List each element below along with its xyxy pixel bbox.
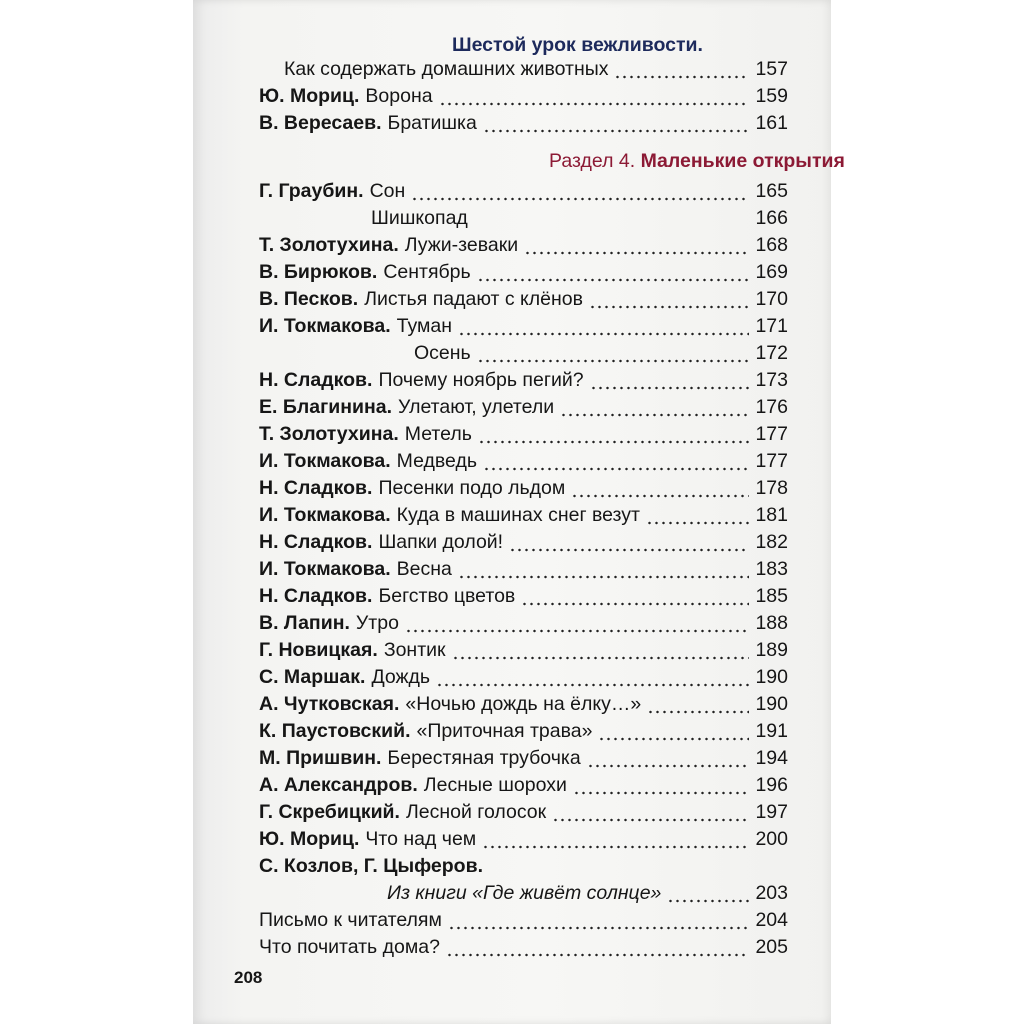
toc-title: Листья падают с клёнов <box>364 288 583 310</box>
toc-entry <box>259 882 788 909</box>
toc-title: Братишка <box>387 112 477 134</box>
lesson-heading: Шестой урок вежливости. <box>452 34 703 56</box>
toc-entry <box>259 720 788 747</box>
toc-leader <box>647 710 749 714</box>
toc-title: Весна <box>396 558 452 580</box>
toc-entry <box>259 477 788 504</box>
toc-leader <box>552 818 749 822</box>
toc-leader <box>452 656 750 660</box>
toc-entry <box>259 369 788 396</box>
toc-leader <box>571 494 749 498</box>
toc-entry <box>259 855 788 882</box>
toc-entry <box>259 504 788 531</box>
toc-title: Зонтик <box>383 639 446 661</box>
toc-title: Лужи-зеваки <box>404 234 519 256</box>
toc-title: Шапки долой! <box>378 531 504 553</box>
toc-leader <box>524 251 749 255</box>
toc-author: В. Вересаев. <box>259 112 382 134</box>
toc-author: Г. Новицкая. <box>259 639 378 661</box>
toc-author: Ю. Мориц. <box>259 828 360 850</box>
toc-title: Сентябрь <box>383 261 471 283</box>
toc-author: Т. Золотухина. <box>259 423 399 445</box>
toc-page: 172 <box>755 342 788 364</box>
toc-author: В. Лапин. <box>259 612 350 634</box>
section-heading <box>549 150 845 173</box>
toc-author: И. Токмакова. <box>259 450 391 472</box>
toc-page: 171 <box>755 315 788 337</box>
toc-entry <box>259 396 788 423</box>
toc-leader <box>589 305 749 309</box>
toc-page: 185 <box>755 585 788 607</box>
toc-page: 176 <box>755 396 788 418</box>
toc-page: 197 <box>755 801 788 823</box>
toc-leader <box>482 845 749 849</box>
toc-title: Берестяная трубочка <box>387 747 581 769</box>
toc-leader <box>405 629 750 633</box>
toc-title: Осень <box>414 342 471 364</box>
toc-title: Ворона <box>365 85 433 107</box>
toc-leader <box>573 791 750 795</box>
toc-leader <box>436 683 749 687</box>
toc-entry <box>259 315 788 342</box>
toc-page: 204 <box>755 909 788 931</box>
toc-page: 205 <box>755 936 788 958</box>
toc-author: А. Александров. <box>259 774 418 796</box>
toc-title: Бегство цветов <box>378 585 516 607</box>
toc-title: Метель <box>404 423 472 445</box>
toc-author: С. Козлов, Г. Цыферов. <box>259 855 484 877</box>
toc-title: Дождь <box>371 666 431 688</box>
toc-title: Почему ноябрь пегий? <box>378 369 584 391</box>
toc-leader <box>458 332 749 336</box>
toc-entry <box>259 774 788 801</box>
toc-leader <box>477 278 750 282</box>
toc-author: И. Токмакова. <box>259 504 391 526</box>
toc-entry <box>259 85 788 112</box>
toc-leader <box>590 386 750 390</box>
toc-leader <box>667 899 749 903</box>
toc-entry <box>259 666 788 693</box>
toc-page: 157 <box>755 58 788 80</box>
toc-page: 182 <box>755 531 788 553</box>
toc-leader <box>478 440 750 444</box>
toc-author: Г. Граубин. <box>259 180 364 202</box>
toc-entry <box>259 261 788 288</box>
toc-leader <box>560 413 749 417</box>
toc-leader <box>439 102 750 106</box>
toc-title: Улетают, улетели <box>398 396 555 418</box>
toc-leader <box>448 926 750 930</box>
toc-title: Туман <box>396 315 452 337</box>
toc-entry <box>259 693 788 720</box>
toc-title: Как содержать домашних животных <box>284 58 609 80</box>
toc-author: В. Бирюков. <box>259 261 378 283</box>
toc-page: 159 <box>755 85 788 107</box>
toc-author: Н. Сладков. <box>259 531 373 553</box>
toc-author: К. Паустовский. <box>259 720 411 742</box>
toc-entry <box>259 112 788 139</box>
toc-author: И. Токмакова. <box>259 558 391 580</box>
toc-page: 177 <box>755 450 788 472</box>
toc-entry <box>259 747 788 774</box>
toc-page: 194 <box>755 747 788 769</box>
toc-page: 161 <box>755 112 788 134</box>
toc-author: И. Токмакова. <box>259 315 391 337</box>
toc-leader <box>483 129 750 133</box>
section-title: Маленькие открытия <box>640 150 845 172</box>
toc-page: 168 <box>755 234 788 256</box>
toc-leader <box>521 602 749 606</box>
toc-title: Песенки подо льдом <box>378 477 566 499</box>
toc-entry <box>259 639 788 666</box>
toc-entry <box>259 585 788 612</box>
toc-entry <box>259 342 788 369</box>
toc-title: Лесные шорохи <box>423 774 567 796</box>
toc-page: 177 <box>755 423 788 445</box>
toc-entry <box>259 234 788 261</box>
toc-page: 178 <box>755 477 788 499</box>
toc-page: 165 <box>755 180 788 202</box>
toc-page: 190 <box>755 693 788 715</box>
toc-author: Т. Золотухина. <box>259 234 399 256</box>
toc-title: Медведь <box>396 450 477 472</box>
toc-leader <box>411 197 749 201</box>
toc-author: В. Песков. <box>259 288 359 310</box>
toc-title: Куда в машинах снег везут <box>396 504 640 526</box>
toc-author: Н. Сладков. <box>259 585 373 607</box>
page-number: 208 <box>234 968 263 987</box>
toc-page: 183 <box>755 558 788 580</box>
toc-entry <box>259 450 788 477</box>
toc-entry <box>259 58 788 85</box>
toc-leader <box>614 75 749 79</box>
toc-author: Г. Скребицкий. <box>259 801 400 823</box>
toc-entry <box>259 558 788 585</box>
toc-page: 188 <box>755 612 788 634</box>
toc-title: Письмо к читателям <box>259 909 442 931</box>
toc-author: А. Чутковская. <box>259 693 400 715</box>
toc-author: Н. Сладков. <box>259 369 373 391</box>
toc-entry <box>259 801 788 828</box>
toc-leader <box>587 764 750 768</box>
toc-title: «Ночью дождь на ёлку…» <box>405 693 642 715</box>
toc-author: С. Маршак. <box>259 666 366 688</box>
toc-page: 203 <box>755 882 788 904</box>
toc-page: 189 <box>755 639 788 661</box>
section-label: Раздел 4. <box>549 150 636 172</box>
toc-leader <box>598 737 749 741</box>
toc-page: 191 <box>755 720 788 742</box>
toc-page: 181 <box>755 504 788 526</box>
toc-author: Е. Благинина. <box>259 396 393 418</box>
toc-title: Сон <box>369 180 406 202</box>
toc-entry <box>259 828 788 855</box>
toc-page: 173 <box>755 369 788 391</box>
toc-title: Что над чем <box>365 828 477 850</box>
toc-page: 200 <box>755 828 788 850</box>
toc-entry <box>259 531 788 558</box>
toc-leader <box>458 575 750 579</box>
toc-title: Лесной голосок <box>405 801 547 823</box>
toc-page: 166 <box>755 207 788 229</box>
toc-page: 196 <box>755 774 788 796</box>
toc-title: Из книги «Где живёт солнце» <box>387 882 662 904</box>
toc-leader <box>646 521 750 525</box>
toc-page: 170 <box>755 288 788 310</box>
toc-title: «Приточная трава» <box>416 720 593 742</box>
toc-title: Что почитать дома? <box>259 936 440 958</box>
toc-author: Ю. Мориц. <box>259 85 360 107</box>
toc-page: 169 <box>755 261 788 283</box>
toc-entry <box>259 288 788 315</box>
toc-page: 190 <box>755 666 788 688</box>
toc-entry <box>259 909 788 936</box>
toc-entry <box>259 207 788 234</box>
toc-title: Утро <box>355 612 399 634</box>
toc-title: Шишкопад <box>371 207 468 229</box>
toc-leader <box>446 953 749 957</box>
toc-entry <box>259 936 788 963</box>
toc-author: М. Пришвин. <box>259 747 382 769</box>
toc-entry <box>259 180 788 207</box>
toc-entry <box>259 612 788 639</box>
toc-leader <box>509 548 749 552</box>
toc-author: Н. Сладков. <box>259 477 373 499</box>
toc-leader <box>477 359 750 363</box>
toc-leader <box>483 467 749 471</box>
toc-entry <box>259 423 788 450</box>
